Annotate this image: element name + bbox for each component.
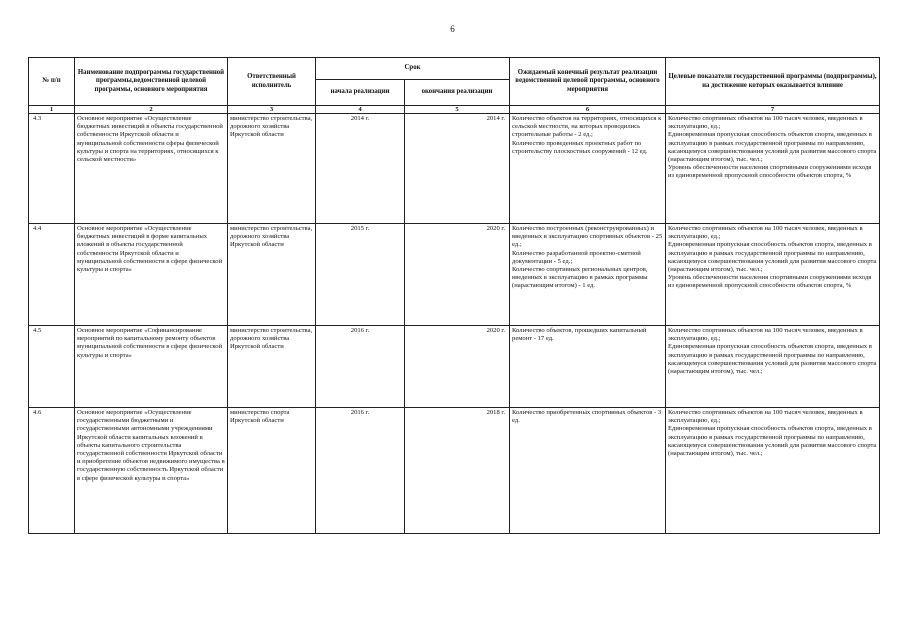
row-end: 2020 г.: [405, 224, 510, 326]
column-number: 7: [666, 106, 880, 114]
table-row: [29, 326, 880, 408]
row-start: 2015 г.: [316, 224, 405, 326]
row-result: Количество приобретенных спортивных объектов - 3 ед.: [510, 408, 666, 534]
row-responsible: министерство спорта Иркутской области: [228, 408, 316, 534]
header-col-num: № п/п: [29, 58, 75, 106]
row-targets: Количество спортивных объектов на 100 тысяч человек, введенных в эксплуатацию, ед.; Единовременная пропускная способность объектов спорта, введенных в эксплуатацию в рамках государственной программы по направлению, касающемуся совершенствования условий для развития массового спорта (нарастающим итогом), тыс. чел.;: [666, 326, 880, 408]
row-responsible: министерство строительства, дорожного хозяйства Иркутской области: [228, 224, 316, 326]
column-number: 2: [75, 106, 228, 114]
row-number: 4.5: [29, 326, 75, 408]
row-name: Основное мероприятие «Осуществление бюджетных инвестиций в объекты государственной собственности Иркутской области и муниципальной собственности сферы физической культуры и спорта на территориях, относящихся к сельской местности»: [75, 114, 228, 224]
table-row: [29, 114, 880, 224]
row-start: 2016 г.: [316, 408, 405, 534]
row-result: Количество объектов, прошедших капитальный ремонт - 17 ед.: [510, 326, 666, 408]
column-numbers-row: [29, 106, 880, 114]
program-table: [28, 57, 880, 534]
row-end: 2014 г.: [405, 114, 510, 224]
row-end: 2018 г.: [405, 408, 510, 534]
row-targets: Количество спортивных объектов на 100 тысяч человек, введенных в эксплуатацию, ед.; Единовременная пропускная способность объектов спорта, введенных в эксплуатацию в рамках государственной программы по направлению, касающемуся совершенствования условий для развития массового спорта (нарастающим итогом), тыс. чел.; Уровень обеспеченности населения спортивными сооружениями исходя из единовременной пропускной способности объектов спорта, %: [666, 114, 880, 224]
header-col-term: Срок: [316, 58, 510, 80]
column-number: 1: [29, 106, 75, 114]
row-number: 4.4: [29, 224, 75, 326]
row-responsible: министерство строительства, дорожного хозяйства Иркутской области: [228, 326, 316, 408]
header-col-result: Ожидаемый конечный результат реализации ведомственной целевой программы, основного мероприятия: [510, 58, 666, 106]
column-number: 4: [316, 106, 405, 114]
page-number: 6: [450, 24, 455, 34]
row-responsible: министерство строительства, дорожного хозяйства Иркутской области: [228, 114, 316, 224]
table-row: [29, 224, 880, 326]
header-col-targets: Целевые показатели государственной программы (подпрограммы), на достижение которых оказывается влияние: [666, 58, 880, 106]
table-row: [29, 408, 880, 534]
row-targets: Количество спортивных объектов на 100 тысяч человек, введенных в эксплуатацию, ед.; Единовременная пропускная способность объектов спорта, введенных в эксплуатацию в рамках государственной программы по направлению, касающемуся совершенствования условий для развития массового спорта (нарастающим итогом), тыс. чел.; Уровень обеспеченности населения спортивными сооружениями исходя из единовременной пропускной способности объектов спорта, %: [666, 224, 880, 326]
row-name: Основное мероприятие «Осуществление бюджетных инвестиций в форме капитальных вложений в объекты государственной собственности Иркутской области и муниципальной собственности в сфере физической культуры и спорта»: [75, 224, 228, 326]
row-targets: Количество спортивных объектов на 100 тысяч человек, введенных в эксплуатацию, ед.; Единовременная пропускная способность объектов спорта, введенных в эксплуатацию в рамках государственной программы по направлению, касающемуся совершенствования условий для развития массового спорта (нарастающим итогом), тыс. чел.;: [666, 408, 880, 534]
column-number: 3: [228, 106, 316, 114]
column-number: 5: [405, 106, 510, 114]
row-name: Основное мероприятие «Осуществление государственными бюджетными и государственными автономными учреждениями Иркутской области капитальных вложений в объекты капитального строительства государственной собственности Иркутской области и приобретение объектов недвижимого имущества в государственную собственность Иркутской области в сфере физической культуры и спорта»: [75, 408, 228, 534]
row-start: 2016 г.: [316, 326, 405, 408]
row-name: Основное мероприятие «Софинансирование мероприятий по капитальному ремонту объектов муниципальной собственности в сфере физической культуры и спорта»: [75, 326, 228, 408]
header-col-end: окончания реализации: [405, 80, 510, 106]
row-start: 2014 г.: [316, 114, 405, 224]
row-number: 4.3: [29, 114, 75, 224]
header-col-name: Наименование подпрограммы государственной программы,ведомственной целевой программы, основного мероприятия: [75, 58, 228, 106]
row-number: 4.6: [29, 408, 75, 534]
row-result: Количество объектов на территориях, относящихся к сельской местности, на которых проводились строительные работы - 2 ед.; Количество проведенных проектных работ по строительству плоскостных сооружений - 12 ед.: [510, 114, 666, 224]
header-col-responsible: Ответственный исполнитель: [228, 58, 316, 106]
row-result: Количество построенных (реконструированных) и введенных в эксплуатацию спортивных объектов - 25 ед.; Количество разработанной проектно-сметной документации - 5 ед.; Количество спортивных региональных центров, введенных в эксплуатацию в рамках программы (нарастающим итогом) - 1 ед.: [510, 224, 666, 326]
column-number: 6: [510, 106, 666, 114]
header-col-start: начала реализации: [316, 80, 405, 106]
row-end: 2020 г.: [405, 326, 510, 408]
